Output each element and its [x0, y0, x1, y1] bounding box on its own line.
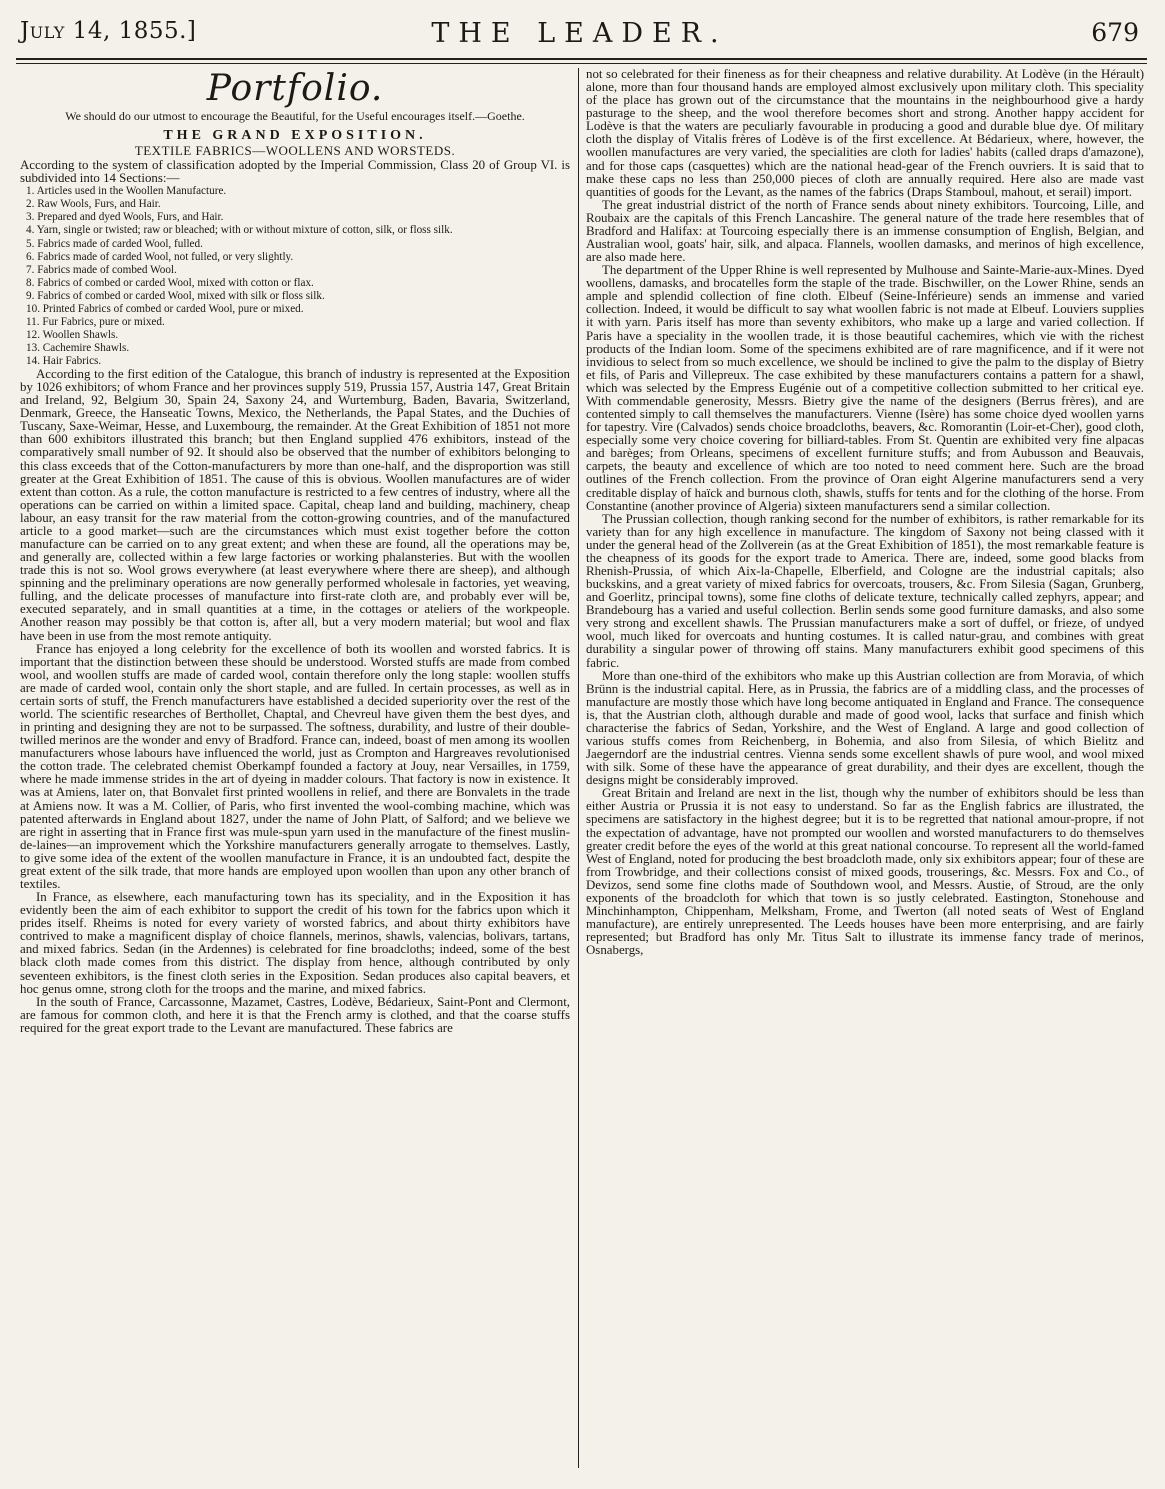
list-item: 14. Hair Fabrics.: [26, 354, 102, 367]
right-column: [586, 68, 1144, 957]
article-title: THE GRAND EXPOSITION.: [163, 128, 427, 143]
column-divider: [578, 68, 579, 1468]
newspaper-title: THE LEADER.: [431, 18, 728, 49]
list-item: 12. Woollen Shawls.: [26, 328, 119, 341]
article-subtitle: TEXTILE FABRICS—WOOLLENS AND WORSTEDS.: [134, 143, 456, 159]
left-column: [20, 68, 570, 1035]
body-paragraph: The Prussian collection, though ranking second for the number of exhibitors, is rather remarkable for its variety than for any high excellence in manufacture. The kingdom of Saxony not being classed with it under the general head of the Zollverein (as at the Great Exhibition of 1851), the most remarkable feature is the cheapness of its goods for the export trade to America. There are, indeed, some good blacks from Rhenish-Prussia, of which Aix-la-Chapelle, Elberfield, and Cologne are the industrial capitals; also buckskins, and a great variety of mixed fabrics for overcoats, trousers, &c. From Silesia (Sagan, Grunberg, and Goerlitz, principal towns), some fine cloths of delicate texture, technically called zephyrs, appear; and Brandebourg has a varied and useful collection. Berlin sends some good furniture damasks, and also some very strong and excellent shawls. The Prussian manufacturers make a sort of duffel, or frieze, of undyed wool, much liked for overcoats and hunting costumes. It is called natur-grau, and combines with great durability a singular power of throwing off stains. Many manufacturers exhibit good specimens of this fabric.: [586, 511, 1144, 670]
issue-date: July 14, 1855.]: [20, 18, 197, 44]
header-rule: [16, 58, 1147, 64]
list-item: 6. Fabrics made of carded Wool, not fulled, or very slightly.: [26, 250, 294, 263]
section-list: [20, 185, 570, 368]
list-item: 7. Fabrics made of combed Wool.: [26, 263, 177, 276]
section-heading: Portfolio.: [206, 68, 384, 109]
list-item: 2. Raw Wools, Furs, and Hair.: [26, 198, 161, 211]
body-paragraph: In France, as elsewhere, each manufacturing town has its speciality, and in the Exposition it has evidently been the aim of each exhibitor to support the credit of his town for the fabrics upon which it prides itself. Rheims is noted for every variety of worsted fabrics, and about thirty exhibitors have contrived to make a magnificent display of choice flannels, merinos, shawls, valencias, bolivars, tartans, and mixed fabrics. Sedan (in the Ardennes) is celebrated for fine broadcloths; indeed, some of the best black cloth made comes from this district. The display from hence, although contributed by only seventeen exhibitors, is the finest cloth series in the Exposition. Sedan produces also capital beavers, et hoc genus omne, strong cloth for the troops and the marine, and mixed fabrics.: [20, 890, 570, 996]
body-paragraph: France has enjoyed a long celebrity for the excellence of both its woollen and worsted fabrics. It is important that the distinction between these should be understood. Worsted stuffs are made from combed wool, and woollen stuffs are made of carded wool, contain therefore only the long staple: woollen stuffs are made of carded wool, contain only the short staple, and are fulled. In certain processes, as well as in certain sorts of stuff, the French manufacturers have established a decided superiority over the rest of the world. The scientific researches of Berthollet, Chaptal, and Chevreul have given them the best dyes, and in printing and designing they are not to be surpassed. The softness, durability, and lustre of their double-twilled merinos are the wonder and envy of Bradford. France can, indeed, boast of men among its woollen manufacturers whose labours have influenced the world, just as Crompton and Hargreaves revolutionised the cotton trade. The celebrated chemist Oberkampf founded a factory at Jouy, near Versailles, in 1759, where he made immense strides in the art of dyeing in madder colours. That factory is now in existence. It was at Amiens, later on, that Bonvalet first printed woollens in relief, and there are Bonvalets in the trade at Amiens now. It was a M. Collier, of Paris, who first invented the wool-combing machine, which was patented afterwards in England about 1827, under the name of John Platt, of Salford; and we believe we are right in asserting that in France first was mule-spun yarn used in the manufacture of the finest muslin-de-laines—an improvement which the Yorkshire manufacturers generally arrogate to themselves. Lastly, to give some idea of the extent of the woollen manufacture in France, it is an undoubted fact, despite the great extent of the silk trade, that more hands are employed upon woollen than upon any other branch of textiles.: [20, 641, 570, 892]
list-item: 1. Articles used in the Woollen Manufacture.: [26, 185, 227, 198]
body-paragraph: The great industrial district of the north of France sends about ninety exhibitors. Tourcoing, Lille, and Roubaix are the capitals of this French Lancashire. The general nature of the trade here resembles that of Bradford and Halifax: at Tourcoing especially there is an immense consumption of English, Belgian, and Australian wool, goats' hair, silk, and alpaca. Flannels, woollen damasks, and merinos of high excellence, are also made here.: [586, 197, 1144, 265]
list-item: 5. Fabrics made of carded Wool, fulled.: [26, 237, 203, 250]
body-paragraph: Great Britain and Ireland are next in the list, though why the number of exhibitors should be less than either Austria or Prussia it is not easy to understand. So far as the English fabrics are illustrated, the specimens are satisfactory in the highest degree; but it is to be regretted that national amour-propre, if not the expectation of advantage, have not prompted our woollen and worsted manufacturers to do themselves greater credit before the eyes of the world at this great national concourse. To represent all the world-famed West of England, noted for producing the best broadcloth made, only six exhibitors appear; four of these are from Trowbridge, and their collections consist of mixed goods, trouserings, &c. Messrs. Fox and Co., of Devizos, send some fine cloths made of Southdown wool, and Messrs. Austie, of Stroud, are the only exponents of the broadcloth for which that town is so justly celebrated. Eastington, Stonehouse and Minchinhampton, Chippenham, Melksham, Frome, and Twerton (all noted seats of West of England manufacture), are entirely unrepresented. The Leeds houses have been more enterprising, and are fairly represented; but Bradford has only Mr. Titus Salt to illustrate its immense fancy trade of merinos, Osnabergs,: [586, 786, 1144, 958]
page-header: [14, 18, 1145, 62]
body-paragraph: More than one-third of the exhibitors who make up this Austrian collection are from Moravia, of which Brünn is the industrial capital. Here, as in Prussia, the fabrics are of a middling class, and the processes of manufacture are mostly those which have long become antiquated in England and France. The consequence is, that the Austrian cloth, although durable and made of good wool, lacks that surface and finish which characterise the fabrics of Sedan, Yorkshire, and the West of England. A large and good collection of various stuffs comes from Reichenberg, in Bohemia, and also from Silesia, of which Bielitz and Jaegerndorf are the industrial centres. Vienna sends some excellent shawls of pure wool, and wool mixed with silk. Some of these have the appearance of great durability, and their dyes are excellent, though the designs might be considerably improved.: [586, 668, 1144, 788]
list-item: 3. Prepared and dyed Wools, Furs, and Hair.: [26, 211, 224, 224]
article-intro: According to the system of classification adopted by the Imperial Commission, Class 20 of Group VI. is subdivided into 14 Sections:—: [20, 158, 570, 186]
body-paragraph: According to the first edition of the Catalogue, this branch of industry is represented at the Exposition by 1026 exhibitors; of whom France and her provinces supply 519, Prussia 157, Austria 147, Great Britain and Ireland, 92, Belgium 30, Spain 24, Saxony 24, and Wurtemburg, Baden, Bavaria, Switzerland, Denmark, Greece, the Hanseatic Towns, Mexico, the Netherlands, the Papal States, and the Duchies of Tuscany, Saxe-Weimar, Hesse, and Luxembourg, the remainder. At the Great Exhibition of 1851 not more than 600 exhibitors illustrated this branch; but then England supplied 476 exhibitors, instead of the comparatively small number of 92. It should also be observed that the number of exhibitors belonging to this class exceeds that of the Cotton-manufacturers by more than one-half, and the disproportion was still greater at the Great Exhibition of 1851. The cause of this is obvious. Woollen manufactures are of wider extent than cotton. As a rule, the cotton manufacture is restricted to a few centres of industry, where all the operations can be carried on within a limited space. Capital, cheap land and building, machinery, cheap labour, an easy transit for the raw material from the cotton-growing countries, and of the manufactured article to a good market—such are the circumstances which must exist together before the cotton manufacture can be carried on to any great extent; and when these are found, all the operations may be, and generally are, collected within a few large factories or working phalansteries. But with the woollen trade this is not so. Wool grows everywhere (at least everywhere where there are sheep), and although spinning and the preliminary operations are now generally performed wholesale in factories, yet weaving, fulling, and the delicate processes of manufacture into first-rate cloth are, and probably ever will be, executed separately, and in small quantities at a time, in the cottages or ateliers of the workpeople. Another reason may possibly be that cotton is, after all, but a very modern material; but wool and flax have been in use from the most remote antiquity.: [20, 366, 570, 643]
list-item: 13. Cachemire Shawls.: [26, 341, 130, 354]
list-item: 8. Fabrics of combed or carded Wool, mixed with cotton or flax.: [26, 276, 314, 289]
body-paragraph: The department of the Upper Rhine is well represented by Mulhouse and Sainte-Marie-aux-Mines. Dyed woollens, damasks, and brocatelles form the staple of the trade. Bischwiller, on the Lower Rhine, sends an ample and splendid collection of fine cloth. Elbeuf (Seine-Inférieure) sends an immense and varied collection. Indeed, it would be difficult to say what woollen fabric is not made at Elbeuf. Louviers supplies it with yarn. Paris itself has more than seventy exhibitors, who make up a large and varied collection. If Paris have a speciality in the woollen trade, it is those beautiful cachemires, which vie with the richest products of the Indian loom. Some of the specimens exhibited are of rare magnificence, and if it were not invidious to select from so much excellence, we should be inclined to give the palm to the display of Bietry et fils, of Paris and Villepreux. The case exhibited by these manufacturers contains a pattern for a shawl, which was selected by the Empress Eugénie out of a competitive collection submitted to her critical eye. With commendable generosity, Messrs. Bietry give the name of the designers (Berrus frères), and are contented simply to call themselves the manufacturers. Vienne (Isère) has some choice dyed woollen yarns for tapestry. Vire (Calvados) sends choice broadcloths, beavers, &c. Romorantin (Loir-et-Cher), good cloth, especially some very choice covering for billiard-tables. From St. Quentin are exhibited very fine alpacas and barèges; from Orleans, specimens of excellent furniture stuffs; and from Aubusson and Beauvais, carpets, the beauty and excellence of which are too noted to need comment here. Such are the broad outlines of the French collection. From the province of Oran eight Algerine manufacturers send a very creditable display of haïck and burnous cloth, shawls, stuffs for tents and for the clothing of the horse. From Constantine (another province of Algeria) sixteen manufacturers send a similar collection.: [586, 263, 1144, 513]
page-number: 679: [1091, 18, 1139, 47]
list-item: 9. Fabrics of combed or carded Wool, mixed with silk or floss silk.: [26, 289, 325, 302]
body-paragraph: not so celebrated for their fineness as for their cheapness and relative durability. At Lodève (in the Hérault) alone, more than four thousand hands are employed almost exclusively upon military cloth. This speciality of the place has grown out of the circumstance that the mountains in the neighbourhood give a hardy pasturage to the sheep, and the wool therefore becomes short and strong. Another happy accident for Lodève is that the waters are peculiarly favourable in producing a good and durable blue dye. Of military cloth the display of Vitalis frères of Lodève is of the first excellence. At Bédarieux, where, however, the woollen manufactures are very varied, the specialities are cloth for ladies' habits (called draps d'amazone), and for those caps (casquettes) which are the national head-gear of the French ouvriers. It is said that to make these caps no less than 250,000 pieces of cloth are annually required. Here also are made vast quantities of goods for the Levant, as the names of the fabrics (Draps Stamboul, mahout, et serail) import.: [586, 67, 1144, 199]
body-paragraph: In the south of France, Carcassonne, Mazamet, Castres, Lodève, Bédarieux, Saint-Pont and Clermont, are famous for common cloth, and here it is that the French army is clothed, and that the coarse stuffs required for the great export trade to the Levant are manufactured. These fabrics are: [20, 994, 570, 1035]
list-item: 10. Printed Fabrics of combed or carded Wool, pure or mixed.: [26, 302, 304, 315]
list-item: 11. Fur Fabrics, pure or mixed.: [26, 315, 165, 328]
list-item: 4. Yarn, single or twisted; raw or bleached; with or without mixture of cotton, silk, or floss silk.: [26, 224, 453, 237]
section-motto: We should do our utmost to encourage the Beautiful, for the Useful encourages itself.—Goethe.: [65, 109, 525, 123]
